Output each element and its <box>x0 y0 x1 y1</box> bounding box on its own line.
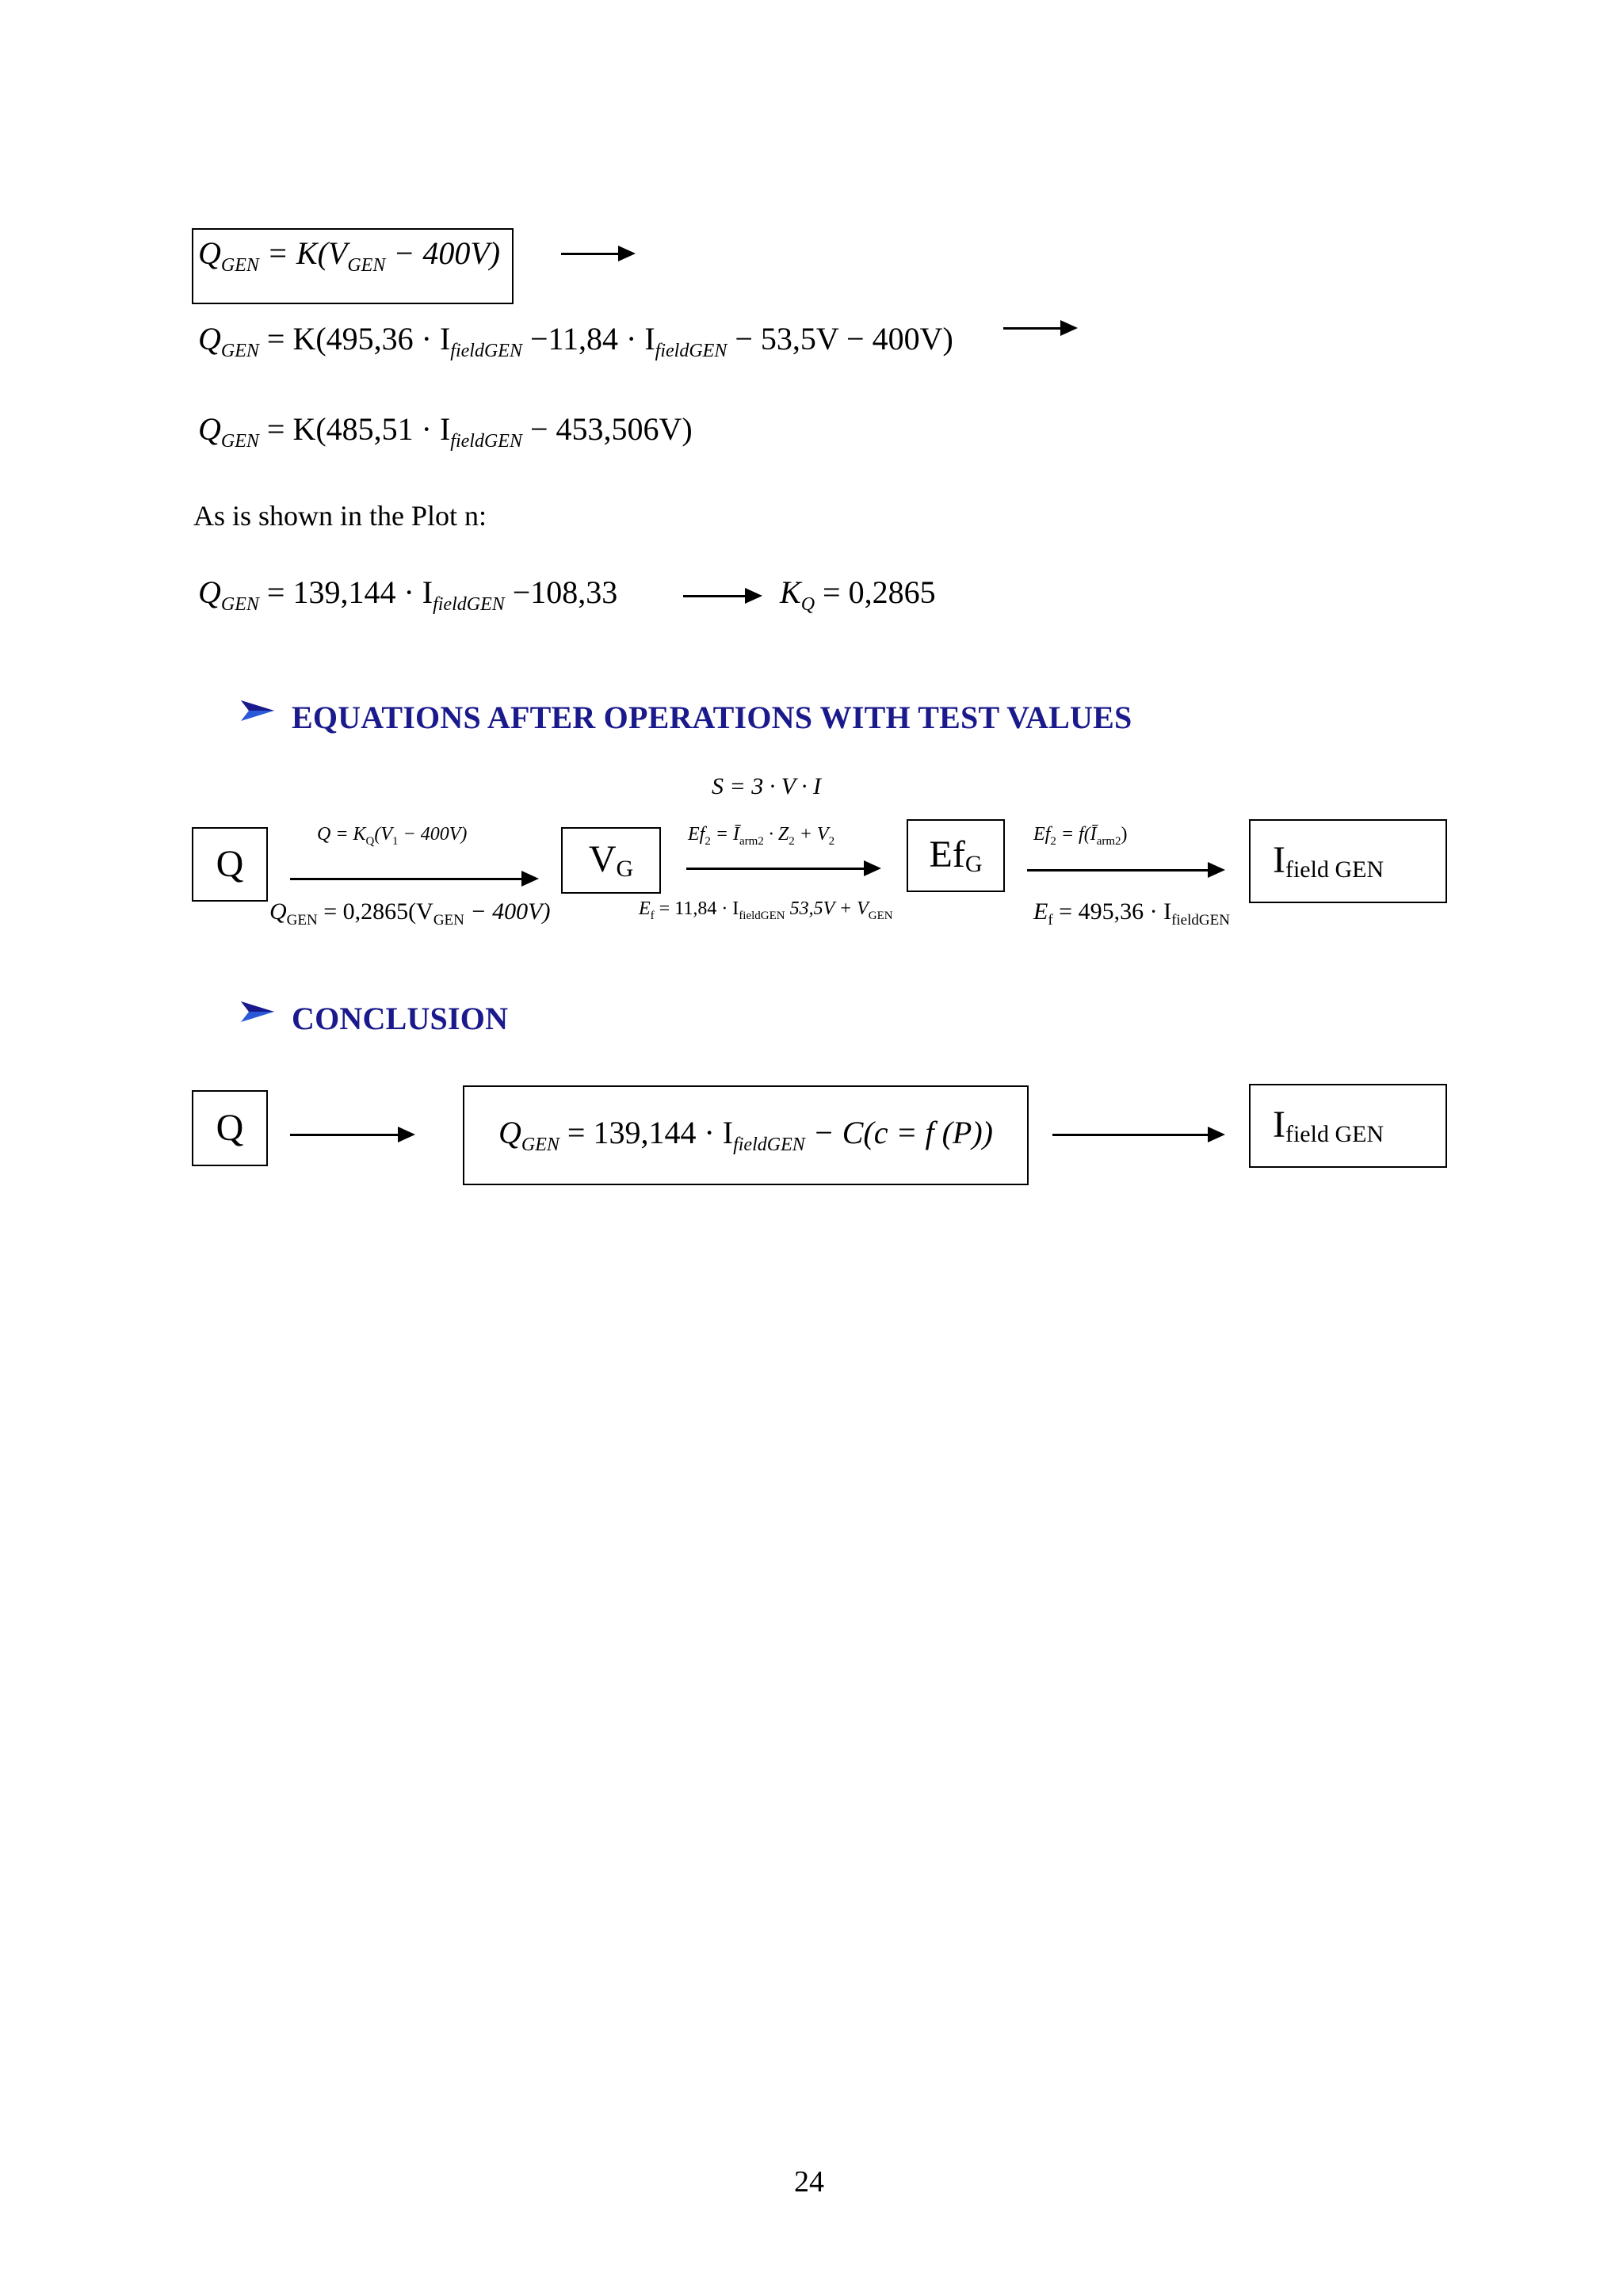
equation-qgen-expanded: $Q_{GEN} = K(495,36 \cdot I_{fieldGEN} -11,84 \cdot I_{fieldGEN} - 53,5V - 400V)$ <box>198 321 953 361</box>
eq1-arrow <box>561 246 636 261</box>
conclusion-arrow2 <box>1052 1127 1225 1142</box>
conclusion-box-ifield-gen: $I_{field GEN}$ <box>1249 1084 1447 1168</box>
diagram1-arrow3 <box>1027 862 1225 878</box>
box-q: Q <box>192 827 268 902</box>
equation-qgen-k: $Q_{GEN} = K(V_{GEN} - 400V)$ <box>198 235 501 276</box>
equation-qgen-simplified: $Q_{GEN} = K(485,51 \cdot I_{fieldGEN} - 453,506V)$ <box>198 411 693 452</box>
plot-reference-text: As is shown in the Plot n: <box>193 500 487 532</box>
arrow1-top-label: $Q = K_Q(V_1 - 400V)$ <box>317 824 468 848</box>
s-equation: S = 3 · V · I <box>712 773 822 799</box>
eq2-arrow <box>1003 320 1078 336</box>
box-efg: $Ef_G$ <box>907 819 1005 892</box>
section-heading-conclusion: CONCLUSION <box>292 1001 509 1036</box>
arrow2-bottom-label: $E_f = 11,84 \cdot I_{fieldGEN}$ $53,5V + V_{GEN}$ <box>639 898 893 922</box>
conclusion-arrow1 <box>290 1127 415 1142</box>
diagram1-arrow1 <box>290 871 539 887</box>
diagram1-arrow2 <box>686 860 881 876</box>
box-ifield-gen: $I_{field GEN}$ <box>1249 819 1447 903</box>
section-heading-equations: EQUATIONS AFTER OPERATIONS WITH TEST VALUES <box>292 700 1132 735</box>
equation-qgen-fit: $Q_{GEN} = 139,144 \cdot I_{fieldGEN} -108,33$ <box>198 574 618 615</box>
arrow2-top-label: $Ef_2$ = $Ī_{arm2} \cdot Z_2 + V_2$ <box>688 824 835 848</box>
page-number: 24 <box>794 2165 824 2199</box>
arrow3-top-label: $Ef_2$ = $f(Ī_{arm2})$ <box>1033 824 1128 848</box>
conclusion-box-q: Q <box>192 1090 268 1166</box>
eq4-arrow <box>683 588 762 604</box>
arrow1-bottom-label: $Q_{GEN} = 0,2865(V_{GEN} - 400V)$ <box>269 898 551 929</box>
arrow-bullet-icon <box>241 699 274 723</box>
arrow3-bottom-label: $E_f = 495,36 \cdot I_{fieldGEN}$ <box>1033 898 1230 929</box>
equation-kq-value: $K_Q = 0,2865$ <box>780 574 936 615</box>
arrow-bullet-icon <box>241 1000 274 1024</box>
conclusion-formula-box: $Q_{GEN} = 139,144 \cdot I_{fieldGEN} - C(c = f$ (P)) <box>463 1085 1029 1185</box>
box-vg: $V_G$ <box>561 827 661 894</box>
